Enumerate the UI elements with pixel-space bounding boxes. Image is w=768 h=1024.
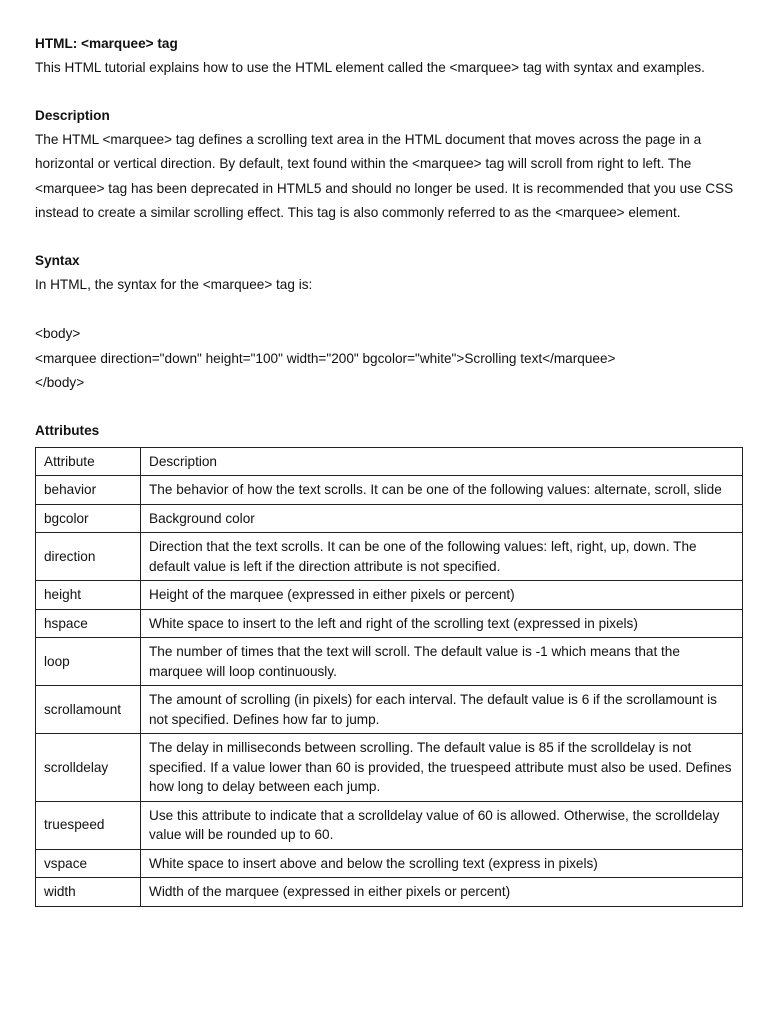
attribute-name: scrolldelay (36, 734, 141, 802)
intro-paragraph: This HTML tutorial explains how to use the HTML element called the <marquee> tag with syntax and examples. (35, 60, 705, 75)
attribute-name: height (36, 581, 141, 610)
table-header-row (36, 447, 743, 476)
attribute-name: behavior (36, 476, 141, 505)
syntax-paragraph: In HTML, the syntax for the <marquee> tag is: (35, 276, 313, 292)
code-line: <body> (35, 326, 81, 341)
attribute-description: White space to insert to the left and right of the scrolling text (expressed in pixels) (141, 609, 743, 638)
attribute-name: loop (36, 638, 141, 686)
table-row (36, 504, 743, 533)
attribute-description: Direction that the text scrolls. It can be one of the following values: left, right, up, down. The default value is left if the direction attribute is not specified. (141, 533, 743, 581)
attribute-description: Background color (141, 504, 743, 533)
table-row (36, 686, 743, 734)
attribute-name: direction (36, 533, 141, 581)
code-example (35, 322, 745, 396)
attribute-name: width (36, 878, 141, 907)
table-row (36, 801, 743, 849)
table-header-attribute: Attribute (36, 447, 141, 476)
attribute-name: bgcolor (36, 504, 141, 533)
description-paragraph: The HTML <marquee> tag defines a scrolling text area in the HTML document that moves across the page in a horizontal or vertical direction. By default, text found within the <marquee> tag will scroll from right to left. The <marquee> tag has been deprecated in HTML5 and should no longer be used. It is recommended that you use CSS instead to create a similar scrolling effect. This tag is also commonly referred to as the <marquee> element. (35, 131, 734, 220)
attribute-description: The behavior of how the text scrolls. It can be one of the following values: alternate, scroll, slide (141, 476, 743, 505)
attribute-description: The number of times that the text will scroll. The default value is -1 which means that the marquee will loop continuously. (141, 638, 743, 686)
table-header-description: Description (141, 447, 743, 476)
attributes-heading: Attributes (35, 422, 100, 438)
attribute-description: Height of the marquee (expressed in either pixels or percent) (141, 581, 743, 610)
attribute-description: Width of the marquee (expressed in either pixels or percent) (141, 878, 743, 907)
table-row (36, 581, 743, 610)
table-row (36, 849, 743, 878)
code-line: </body> (35, 375, 85, 390)
syntax-heading: Syntax (35, 252, 80, 268)
attribute-description: Use this attribute to indicate that a scrolldelay value of 60 is allowed. Otherwise, the scrolldelay value will be rounded up to 60. (141, 801, 743, 849)
table-row (36, 638, 743, 686)
attributes-table (35, 447, 743, 907)
attribute-name: vspace (36, 849, 141, 878)
attribute-name: truespeed (36, 801, 141, 849)
table-row (36, 878, 743, 907)
attribute-name: hspace (36, 609, 141, 638)
table-row (36, 734, 743, 802)
description-heading: Description (35, 107, 110, 123)
page-title: HTML: <marquee> tag (35, 36, 178, 51)
document-page (35, 34, 745, 907)
table-row (36, 533, 743, 581)
attribute-description: The delay in milliseconds between scrolling. The default value is 85 if the scrolldelay is not specified. If a value lower than 60 is provided, the truespeed attribute must also be used. Defines how long to delay between each jump. (141, 734, 743, 802)
attribute-description: The amount of scrolling (in pixels) for each interval. The default value is 6 if the scrollamount is not specified. Defines how far to jump. (141, 686, 743, 734)
table-row (36, 476, 743, 505)
attribute-description: White space to insert above and below the scrolling text (express in pixels) (141, 849, 743, 878)
attribute-name: scrollamount (36, 686, 141, 734)
code-line: <marquee direction="down" height="100" width="200" bgcolor="white">Scrolling text</marquee> (35, 350, 616, 366)
table-row (36, 609, 743, 638)
